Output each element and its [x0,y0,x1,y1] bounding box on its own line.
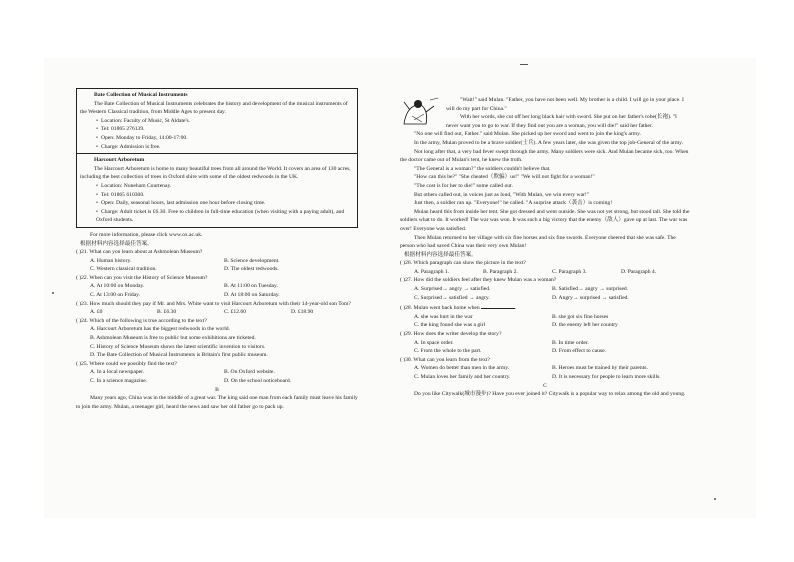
question-text: ( )26. Which paragraph can show the picture in the text? [400,260,526,267]
answer-option[interactable]: A. Human history. [90,257,132,264]
question-stem [400,259,690,268]
story-paragraph: In the army, Mulan proved to be a brave soldier(士兵). A few years later, she was given the top job-General of the army. [414,139,684,146]
answer-options [76,368,358,385]
answer-option[interactable]: C. the king found she was a girl [414,322,486,329]
answer-option[interactable]: A. Surprised→ angry → satisfied. [414,286,491,293]
bate-item: • Open: Monday to Friday, 14:00-17:00. [80,134,354,143]
answer-options [76,325,358,359]
answer-option[interactable]: C. History of Science Museum shows the latest scientific invention to visitors. [90,343,266,350]
bate-collection-section [77,89,357,153]
answer-option[interactable]: C. Surprised→ satisfied → angry. [414,294,490,301]
answer-blank[interactable] [481,302,515,309]
answer-option[interactable]: D. From effect to cause. [552,348,606,355]
question-text: ( )27. How did the soldiers feel after they knew Mulan was a woman? [400,277,557,284]
section-letter: C [543,382,547,389]
answer-option[interactable]: B. Paragraph 2. [483,268,518,275]
story-paragraph: "The cost is for her to die!" some called out. [414,182,514,189]
answer-options [400,285,690,302]
question-text: ( )28. Mulan went back home when [400,305,480,312]
answer-option[interactable]: A. In space order. [414,339,454,346]
top-mark [520,64,528,65]
story-paragraph: With her words, she cut off her long black hair with sword. She put on her father's robe(长袍). "I never want you to go to war. If they find out you are a woman, you will die!" said her father. [446,114,677,129]
question-stem [400,356,690,365]
harcourt-item: • Open: Daily, seasonal hours, last admission one hour before closing time. [80,199,354,208]
scan-dot [714,498,716,500]
harcourt-intro: The Harcourt Arboretum is home to many beautiful trees from all around the World. It covers an area of 130 acres, including the best collection of trees in Oxford shire with some of the oldest redwoods in the UK. [80,165,351,181]
question-text: ( )29. How does the writer develop the story? [400,331,502,338]
answer-option[interactable]: C. In a science magazine. [90,378,148,384]
answer-options [400,268,690,277]
answer-option[interactable]: B. she got six fine horses [552,313,609,320]
bate-intro: The Bate Collection of Musical Instruments celebrates the history and development of the musical instruments of the Western Classical tradition, from Middle Ages to present day. [80,100,348,116]
answer-options [76,257,358,274]
answer-option[interactable]: A. £0 [90,309,103,316]
question-stem [76,274,358,283]
answer-option[interactable]: B. On Oxford website. [224,369,275,376]
left-column [76,88,358,411]
section-letter: B [215,386,219,393]
story-paragraph: Just then, a soldier ran up. "Everyone!" he called. "A surprise attack（袭击）is coming! [414,200,613,207]
answer-option[interactable]: D. Paragraph 4. [621,268,657,275]
answer-option[interactable]: D. £18.90 [291,309,314,316]
harcourt-item: • Tel: 01865 610300. [80,191,354,200]
answer-option[interactable]: D. the enemy left her country [552,322,618,329]
question-text: ( )22. When can you visit the History of Science Museum? [76,274,208,281]
answer-option[interactable]: D. At 18:00 on Saturday. [224,292,280,299]
citywalk-intro: Do you like Citywalk(城市漫步)? Have you ever joined it? Citywalk is a popular way to relax among the old and young. [414,391,686,398]
answer-option[interactable]: A. she was hurt in the war [414,313,473,320]
story-paragraph: Not long after that, a very bad fever swept through the army. Many soldiers were sick. And Mulan became sick, too. When the doctor came out of Mulan's tent, he knew the truth. [400,148,689,164]
answer-option[interactable]: C. Paragraph 3. [552,268,587,275]
question-text: ( )21. What can you learn about at Ashmolean Museum? [76,249,203,256]
mulan-story [400,96,690,251]
story-paragraph: "The General is a woman?" the soldiers couldn't believe that. [414,165,551,172]
instruction: 根据材料内容选择最佳答案。 [80,240,153,247]
story-paragraph: "How can this be?" "She cheated（欺骗）us!" "We will not fight for a woman!" [414,174,595,181]
answer-option[interactable]: D. The Bate Collection of Musical Instruments is Britain's first public museum. [90,352,268,359]
harcourt-title: Harcourt Arboretum [94,157,145,164]
question-stem [76,360,358,369]
answer-option[interactable]: A. At 10:00 on Monday. [90,283,145,290]
story-paragraph: But others called out, in voices just as loud, "With Mulan, we win every war!" [414,191,590,198]
answer-option[interactable]: C. £12.60 [224,309,246,316]
bate-item: • Charge: Admission is free. [80,143,354,152]
question-stem [76,248,358,257]
answer-option[interactable]: D. On the school noticeboard. [224,378,292,384]
answer-options [400,313,690,330]
scan-dot [52,292,54,294]
answer-option[interactable]: B. Satisfied→ angry → surprised. [552,286,629,293]
answer-option[interactable]: B. In time order. [552,339,589,346]
question-stem [76,300,358,309]
info-box [76,88,358,228]
story-paragraph: Mulan heard this from inside her tent. She got dressed and went outside. She was not yet strong, but stood tall. She told the soldiers what to do. It worked! The war was won. It was such a big victory that the enemy（敌人）gave up at last. The war was over! Everyone was satisfied. [400,208,690,232]
question-list [76,248,358,386]
question-stem [400,276,690,285]
answer-option[interactable]: D. The oldest redwoods. [224,266,279,273]
answer-option[interactable]: D. It is necessary for people to learn more skills. [552,374,661,380]
answer-option[interactable]: A. Harcourt Arboretum has the biggest redwoods in the world. [90,326,230,333]
harcourt-section [77,153,357,227]
bate-item: • Location: Faculty of Music, St Aldate's. [80,117,354,126]
bate-title: Bate Collection of Musical Instruments [94,92,188,98]
answer-option[interactable]: A. In a local newspaper. [90,369,145,376]
answer-options [76,282,358,299]
story-paragraph: "No one will find out, Father." said Mulan. She picked up her sword and went to join the king's army. [414,131,641,138]
question-text: ( )23. How much should they pay if Mr. and Mrs. White want to visit Harcourt Arboretum with their 14-year-old son Tom? [76,300,351,307]
answer-option[interactable]: C. At 13:00 on Friday. [90,292,140,299]
answer-option[interactable]: D. Angry→ surprised → satisfied. [552,294,629,301]
question-stem: ( )28. Mulan went back home when . [400,302,690,313]
harcourt-item: • Location: Nuneham Courtenay. [80,182,354,191]
answer-option[interactable]: B. At 11:00 on Tuesday. [224,283,278,290]
question-list [400,259,690,381]
answer-options [400,339,690,356]
bate-item: • Tel: 01865 276139. [80,125,354,134]
answer-option[interactable]: B. Heroes must be trained by their parents. [552,365,648,372]
question-text: ( )25. Where could we possibly find the text? [76,360,178,367]
answer-options [76,308,358,317]
question-text: ( )30. What can you learn from the text? [400,356,490,363]
question-stem [76,317,358,326]
answer-option[interactable]: C. Western classical tradition. [90,266,157,273]
question-stem [400,330,690,339]
answer-option[interactable]: B. Ashmolean Museum is free to public but some exhibitions are ticketed. [90,335,256,342]
answer-option[interactable]: A. Women do better than men in the army. [414,365,510,372]
answer-option[interactable]: B. £6.30 [157,309,177,316]
instruction: 根据材料内容选择最佳答案。 [404,251,477,258]
right-column [400,96,690,399]
more-info: For more information, please click www.ox.ac.uk. [90,231,203,238]
mulan-illustration [400,96,440,126]
answer-option[interactable]: C. From the whole to the part. [414,348,482,355]
story-paragraph: Then Mulan returned to her village with six fine horses and six fine swords. Everyone cheered that she was safe. The person who had saved China was their very own Mulan! [400,234,676,250]
story-intro: Many years ago, China was in the middle of a great war. The king said one man from each family must leave his family to join the army. Mulan, a teenager girl, heard the news and saw her old father go to pack up. [76,395,358,410]
harcourt-item: • Charge: Adult ticket is £6.30. Free to children in full-time education (when visiting with a paying adult), and Oxford students. [80,208,354,225]
question-text: ( )24. Which of the following is true according to the text? [76,317,207,324]
answer-options [400,364,690,381]
answer-option[interactable]: B. Science development. [224,257,280,264]
story-paragraph: "Wait!" said Mulan. "Father, you have not been well. My brother is a child. I will go in your place. I will do my part for China." [446,97,684,112]
answer-option[interactable]: A. Paragraph 1. [414,268,450,275]
answer-option[interactable]: C. Mulan loves her family and her country. [414,374,511,380]
